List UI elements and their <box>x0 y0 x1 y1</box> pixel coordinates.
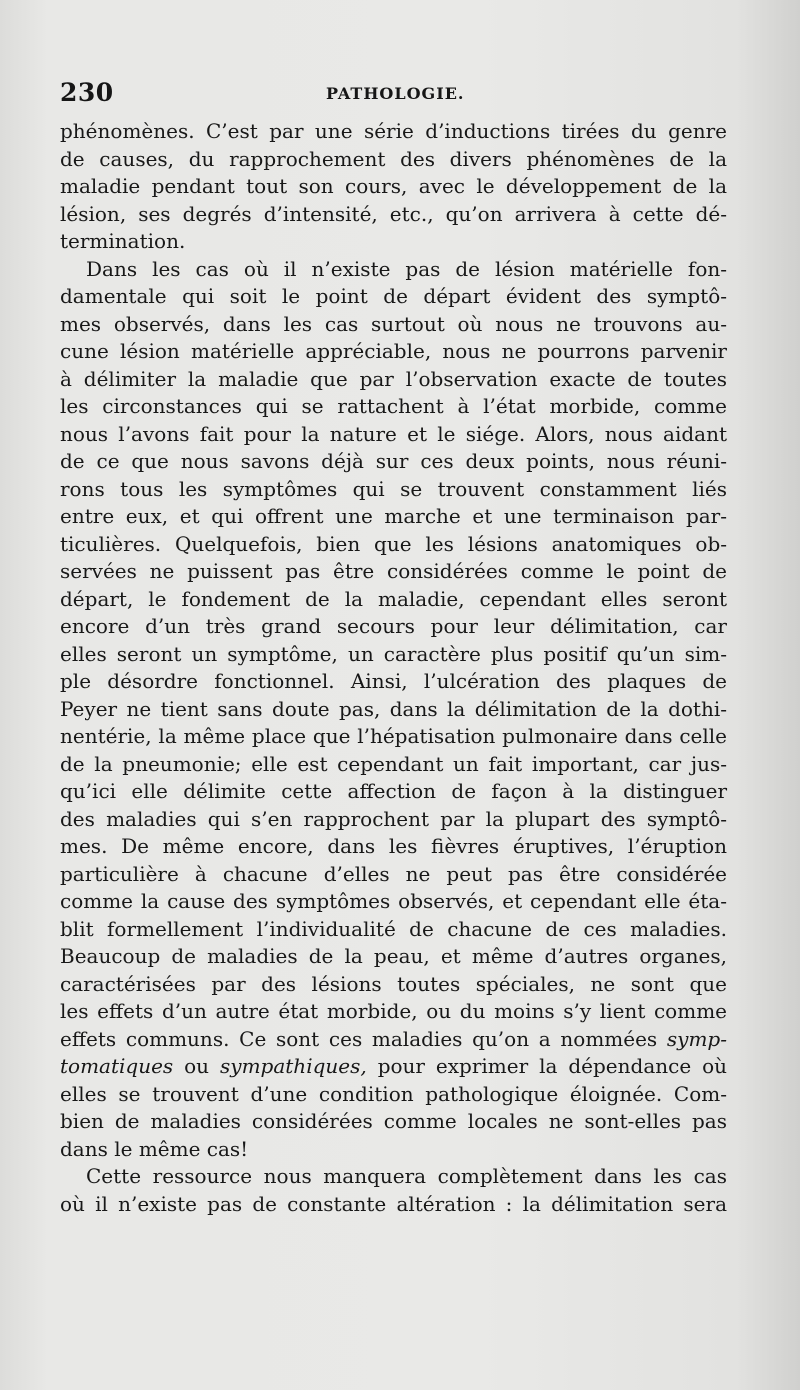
text-line: elles se trouvent d’une condition pathologique éloignée. Com- <box>60 1081 727 1106</box>
text-line: encore d’un très grand secours pour leur délimitation, car <box>60 614 727 638</box>
italic-term: symp- <box>666 1026 727 1051</box>
text-line: Dans les cas où il n’existe pas de lésion matérielle fon- <box>86 256 727 281</box>
text-line: des maladies qui s’en rapprochent par la plupart des symptô- <box>60 806 727 831</box>
text-line: Beaucoup de maladies de la peau, et même d’autres organes, <box>60 944 727 968</box>
text-line: lésion, ses degrés d’intensité, etc., qu’on arrivera à cette dé- <box>60 201 727 226</box>
text-line: damentale qui soit le point de départ évident des symptô- <box>60 284 727 308</box>
text-line <box>60 1053 727 1081</box>
text-line: départ, le fondement de la maladie, cependant elles seront <box>60 586 727 611</box>
text-line: rons tous les symptômes qui se trouvent constamment liés <box>60 476 727 501</box>
text-line: caractérisées par des lésions toutes spéciales, ne sont que <box>60 971 727 996</box>
text-line: nous l’avons fait pour la nature et le siége. Alors, nous aidant <box>60 421 727 446</box>
body-text <box>60 118 727 1218</box>
text-line: particulière à chacune d’elles ne peut pas être considérée <box>60 861 727 886</box>
text-line: servées ne puissent pas être considérées comme le point de <box>60 559 727 583</box>
text-line: les effets d’un autre état morbide, ou du moins s’y lient comme <box>60 999 727 1023</box>
text-line: Cette ressource nous manquera complètement dans les cas <box>86 1164 727 1188</box>
text-line: elles seront un symptôme, un caractère plus positif qu’un sim- <box>60 641 727 666</box>
text-line: nentérie, la même place que l’hépatisation pulmonaire dans celle <box>60 724 727 748</box>
text-line: mes. De même encore, dans les fièvres éruptives, l’éruption <box>60 834 727 858</box>
text-line: ple désordre fonctionnel. Ainsi, l’ulcération des plaques de <box>60 669 727 693</box>
page-header <box>60 78 728 112</box>
text-line: mes observés, dans les cas surtout où nous ne trouvons au- <box>60 311 727 336</box>
page-number: 230 <box>60 78 114 107</box>
text-line: cune lésion matérielle appréciable, nous ne pourrons parvenir <box>60 339 727 363</box>
text-line: bien de maladies considérées comme locales ne sont-elles pas <box>60 1109 727 1133</box>
text-line: de causes, du rapprochement des divers phénomènes de la <box>60 146 727 171</box>
text-line: maladie pendant tout son cours, avec le développement de la <box>60 174 727 198</box>
italic-term: sympathiques, <box>220 1054 367 1078</box>
text-line: de ce que nous savons déjà sur ces deux points, nous réuni- <box>60 449 727 473</box>
text-line: à délimiter la maladie que par l’observation exacte de toutes <box>60 366 727 391</box>
text-segment: effets communs. Ce sont ces maladies qu’on a nommées <box>60 1026 658 1051</box>
running-title: PATHOLOGIE. <box>326 84 465 103</box>
text-segment: ou <box>184 1054 210 1078</box>
text-line: dans le même cas! <box>60 1136 249 1161</box>
italic-term: tomatiques <box>60 1054 174 1078</box>
text-line: entre eux, et qui offrent une marche et une terminaison par- <box>60 504 727 528</box>
text-line: blit formellement l’individualité de chacune de ces maladies. <box>60 916 727 941</box>
text-line <box>60 1026 727 1054</box>
text-line: où il n’existe pas de constante altération : la délimitation sera <box>60 1191 727 1216</box>
text-line: termination. <box>60 229 186 253</box>
text-line: de la pneumonie; elle est cependant un fait important, car jus- <box>60 751 727 776</box>
text-segment: pour exprimer la dépendance où <box>377 1054 728 1078</box>
text-line: les circonstances qui se rattachent à l’état morbide, comme <box>60 394 727 418</box>
text-line: qu’ici elle délimite cette affection de façon à la distinguer <box>60 779 727 803</box>
text-line: Peyer ne tient sans doute pas, dans la délimitation de la dothi- <box>60 696 727 721</box>
text-line: comme la cause des symptômes observés, et cependant elle éta- <box>60 889 727 913</box>
text-line: phénomènes. C’est par une série d’inductions tirées du genre <box>60 119 727 143</box>
text-line: ticulières. Quelquefois, bien que les lésions anatomiques ob- <box>60 531 727 556</box>
